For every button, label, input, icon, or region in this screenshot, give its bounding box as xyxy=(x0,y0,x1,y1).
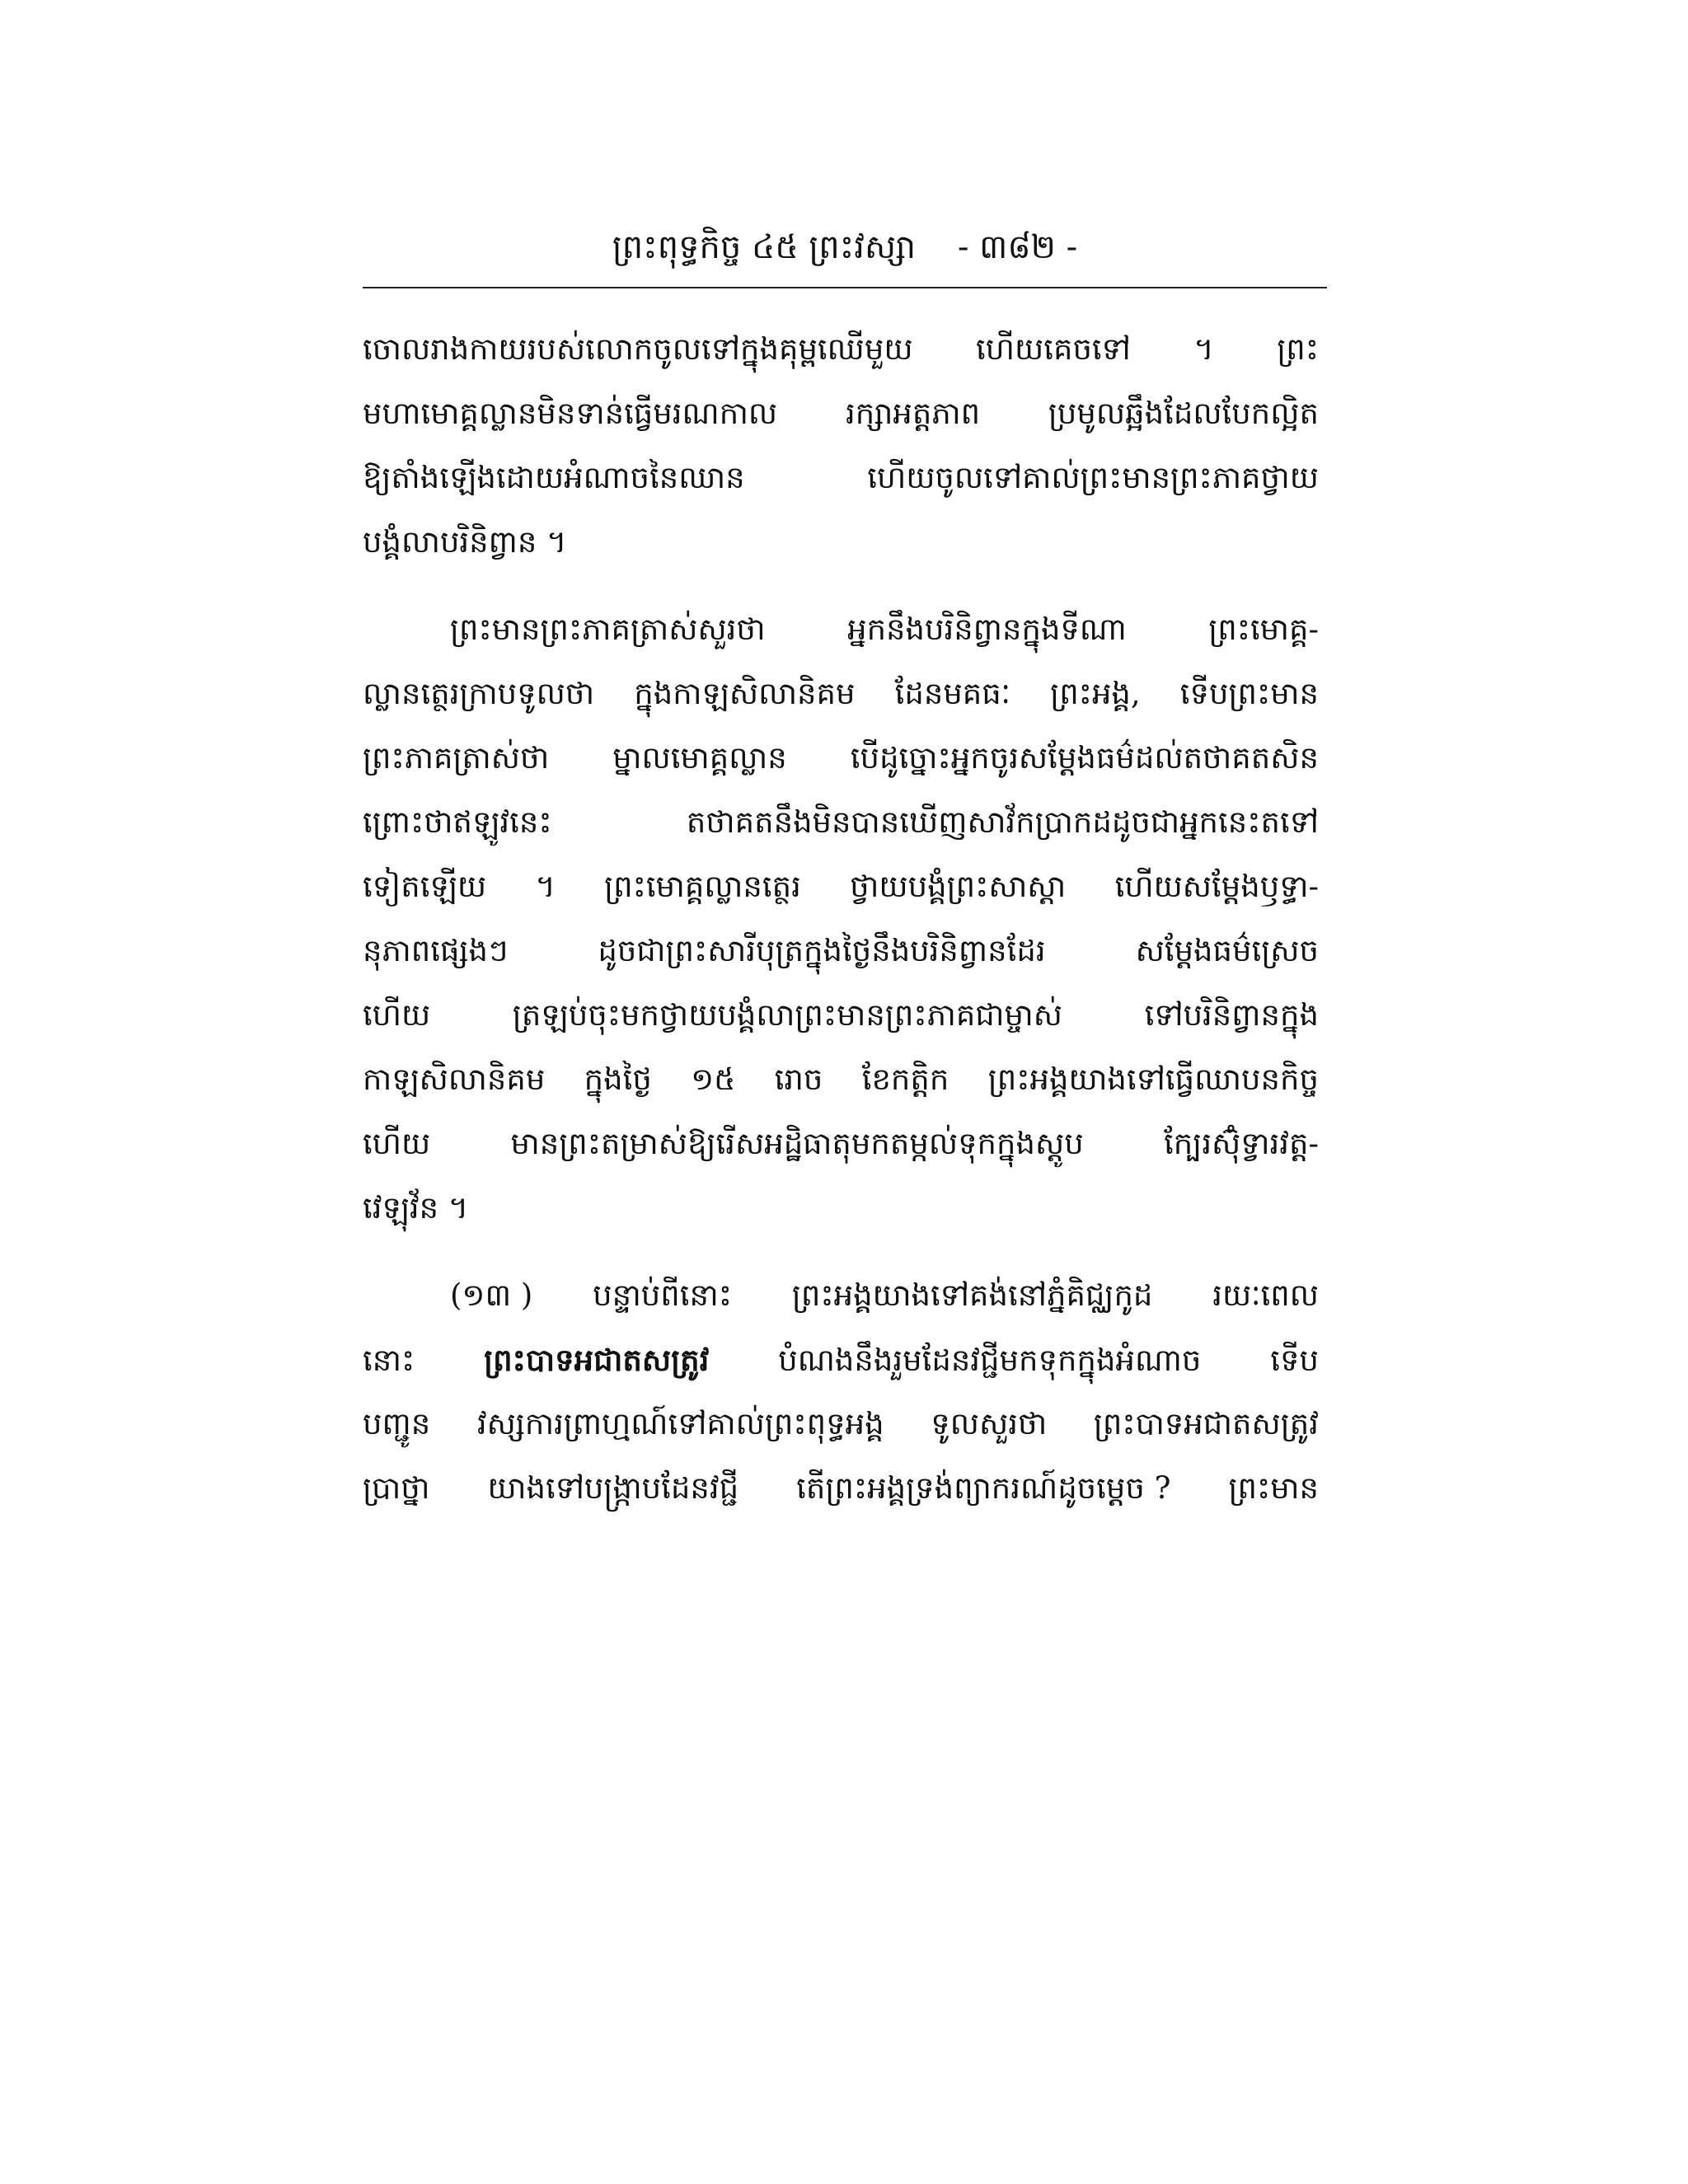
word: ឱ្យតាំងឡើងដោយអំណាចនៃឈាន xyxy=(363,460,745,495)
word: ដូចជាព្រះសារីបុត្រក្នុងថ្ងៃនឹងបរិនិព្វានដែរ xyxy=(598,933,1046,968)
word: ប្រាថ្នា xyxy=(363,1470,430,1506)
text-line xyxy=(363,1112,1319,1176)
word: ព្រះភាគត្រាស់ថា xyxy=(363,740,550,776)
word: មានព្រះតម្រាស់ឱ្យរើសអដ្ឋិធាតុមកតម្កល់ទុកក្នុងស្តូប xyxy=(510,1126,1084,1161)
word: ម្នាលមោគ្គល្លាន xyxy=(612,740,787,776)
word: ទើប xyxy=(1270,1343,1319,1378)
text-line xyxy=(363,790,1319,855)
word: ហើយសម្តែងឫទ្ធា- xyxy=(1114,869,1319,904)
word: កាឡសិលានិគម xyxy=(363,1062,546,1097)
word: ព្រះអង្គយាងទៅគង់នៅភ្នំគិជ្ឈកូដ xyxy=(791,1277,1153,1313)
text-line xyxy=(363,1047,1319,1112)
word: រោច xyxy=(774,1062,823,1097)
word: ល្លានត្ថេរក្រាបទូលថា xyxy=(363,676,595,711)
word: ទៅបរិនិព្វានក្នុង xyxy=(1144,997,1319,1033)
word: សម្តែងធម៌ស្រេច xyxy=(1135,933,1319,968)
word: ចោលរាងកាយរបស់លោកចូលទៅក្នុងគុម្ពឈើមួយ xyxy=(363,331,913,367)
word: វស្សការព្រាហ្មណ៍ទៅគាល់ព្រះពុទ្ធអង្គ xyxy=(476,1406,884,1441)
word: ដែនមគធៈ xyxy=(894,676,1011,711)
running-title: ព្រះពុទ្ធកិច្ច ៤៥ ព្រះវស្សា xyxy=(612,228,917,266)
word: ទូលសួរថា xyxy=(931,1406,1048,1441)
word: ព្រះអង្គយាងទៅធ្វើឈាបនកិច្ច xyxy=(987,1062,1319,1097)
word: បញ្ជូន xyxy=(363,1406,431,1441)
word: ខែកត្តិក xyxy=(861,1062,950,1097)
text-line xyxy=(363,662,1319,726)
page-number: - ៣៨២ - xyxy=(957,228,1078,266)
body-text xyxy=(363,317,1319,1521)
word: ព្រះមាន xyxy=(1228,1470,1319,1506)
word: ព្រោះថាឥឡូវនេះ xyxy=(363,804,552,840)
paragraph xyxy=(363,1263,1319,1521)
word: ព្រះបាទអជាតសត្រូវ xyxy=(484,1342,710,1378)
word: ទៀតឡើយ xyxy=(363,869,487,904)
word: ក្បែរស៊ុំទ្វារវត្ត- xyxy=(1164,1126,1319,1161)
word: នោះ xyxy=(363,1343,415,1378)
word: បំណងនឹងរួមដែនវជ្ជីមកទុកក្នុងអំណាច xyxy=(778,1343,1202,1378)
word: ត្រឡប់ចុះមកថ្វាយបង្គំលាព្រះមានព្រះភាគជាម្ចាស់ xyxy=(512,997,1062,1033)
word: ប្រមូលឆ្អឹងដែលបែកល្អិត xyxy=(1048,396,1319,431)
text-line xyxy=(363,1456,1319,1521)
word: ។ xyxy=(535,869,556,904)
text-line xyxy=(363,983,1319,1047)
text-line xyxy=(363,1392,1319,1456)
word: ហើយចូលទៅគាល់ព្រះមានព្រះភាគថ្វាយ xyxy=(867,460,1319,495)
paragraph xyxy=(363,317,1319,574)
word: យាងទៅបង្ក្រាបដែនវជ្ជី xyxy=(487,1470,739,1506)
word: ក្នុងថ្ងៃ xyxy=(584,1062,652,1097)
text-line xyxy=(363,919,1319,983)
word: បន្ទាប់ពីនោះ xyxy=(593,1277,733,1313)
word: (១៣ ) xyxy=(450,1277,533,1313)
word: ១៥ xyxy=(691,1062,736,1097)
page-header xyxy=(363,223,1327,272)
word: វេឡុវ័ន ។ xyxy=(363,1190,469,1226)
word: ព្រះបាទអជាតសត្រូវ xyxy=(1093,1406,1319,1441)
text-line xyxy=(363,855,1319,919)
word: បើដូច្នោះអ្នកចូរសម្តែងធម៌ដល់តថាគតសិន xyxy=(850,740,1319,776)
text-line xyxy=(363,510,1319,574)
paragraph-gap xyxy=(363,574,1319,598)
text-line xyxy=(363,598,1319,662)
word: ព្រះមោគ្គ- xyxy=(1208,612,1319,647)
word: ព្រះមោគ្គល្លានត្ថេរ xyxy=(604,869,801,904)
paragraph xyxy=(363,598,1319,1240)
word: ថ្វាយបង្គំព្រះសាស្តា xyxy=(850,869,1067,904)
word: មហាមោគ្គល្លានមិនទាន់ធ្វើមរណកាល xyxy=(363,396,778,431)
text-line xyxy=(363,1176,1319,1240)
text-line xyxy=(363,317,1319,382)
word: អ្នកនឹងបរិនិព្វានក្នុងទីណា xyxy=(847,612,1127,647)
word: ។ xyxy=(1193,331,1214,367)
word: ព្រះ xyxy=(1277,331,1319,367)
header-rule xyxy=(363,287,1327,288)
text-line xyxy=(363,382,1319,446)
word: តថាគតនឹងមិនបានឃើញសាវ័កប្រាកដដូចជាអ្នកនេះតទៅ xyxy=(686,804,1319,840)
word: ព្រះមានព្រះភាគត្រាស់សួរថា xyxy=(450,612,766,647)
word: បង្គំលាបរិនិព្វាន ។ xyxy=(363,524,567,560)
word: ហើយគេចទៅ xyxy=(976,331,1131,367)
word: ហើយ xyxy=(363,1126,431,1161)
text-line xyxy=(363,726,1319,790)
text-line xyxy=(363,1263,1319,1328)
word: ទើបព្រះមាន xyxy=(1179,676,1319,711)
word: ហើយ xyxy=(363,997,431,1033)
paragraph-gap xyxy=(363,1240,1319,1263)
word: រយៈពេល xyxy=(1212,1277,1319,1313)
word: តើព្រះអង្គទ្រង់ព្យាករណ៍ដូចម្តេច ? xyxy=(796,1470,1171,1506)
text-line xyxy=(363,1328,1319,1392)
word: រក្សាអត្តភាព xyxy=(845,396,981,431)
text-line xyxy=(363,446,1319,510)
word: នុភាពផ្សេងៗ xyxy=(363,933,509,968)
word: ព្រះអង្គ, xyxy=(1050,676,1141,711)
word: ក្នុងកាឡសិលានិគម xyxy=(634,676,856,711)
